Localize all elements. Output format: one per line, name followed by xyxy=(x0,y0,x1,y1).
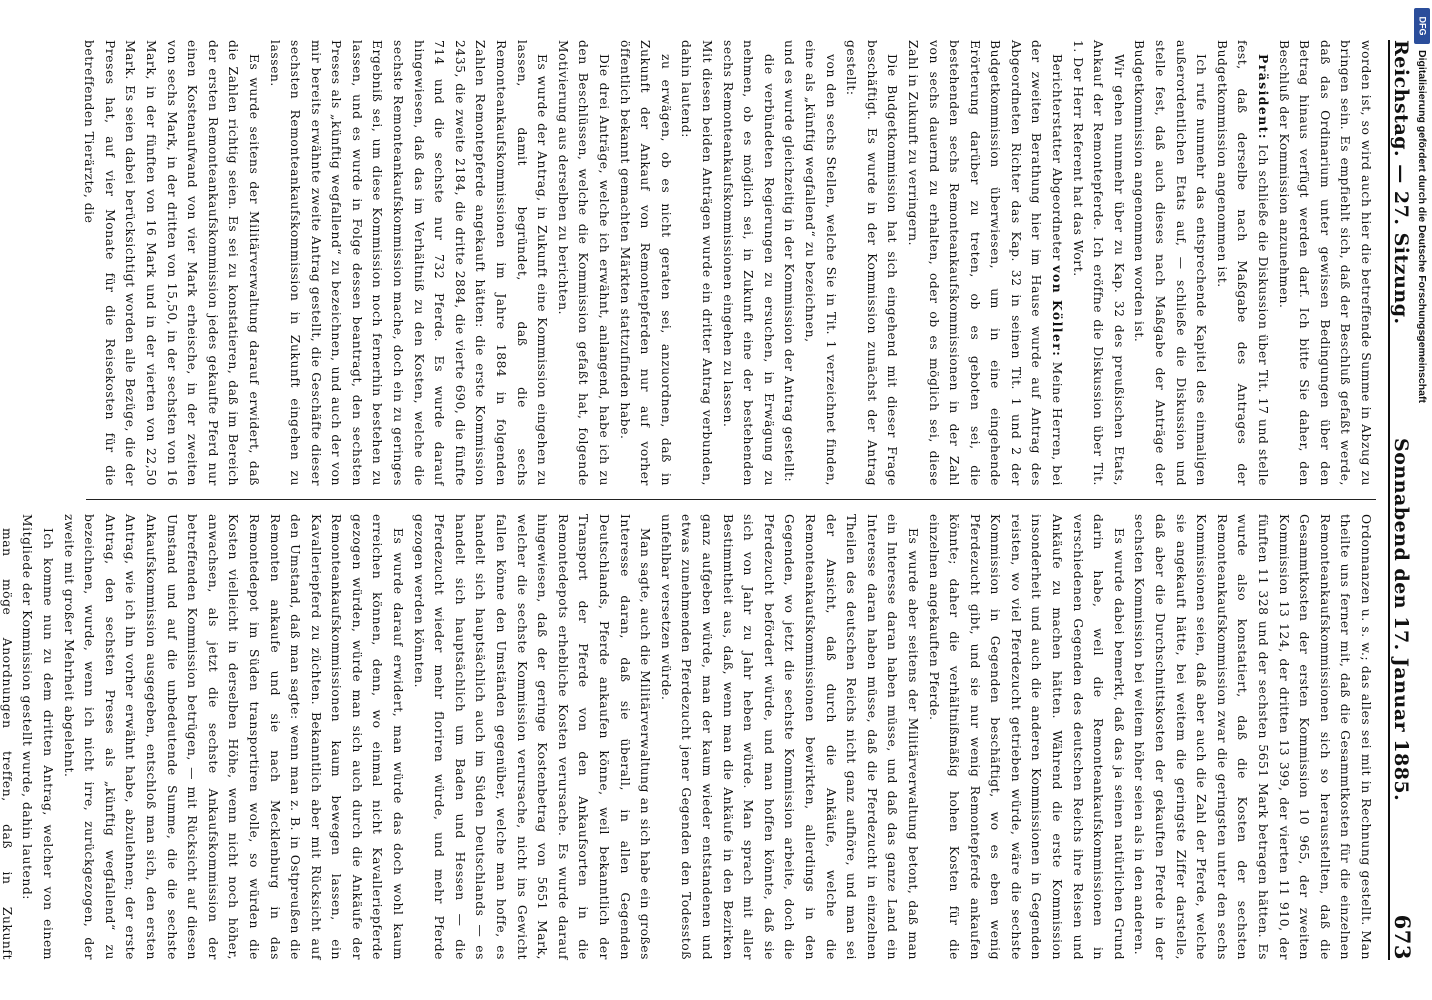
paragraph-text: worden ist, so wird auch hier die betreffende Summe in Abzug zu bringen sein. Es empfiehlt sich, daß der Beschluß gefaßt werde, daß das Ordinarium unter gewissen Bedingungen über den Betrag hinaus verfügt werden darf. Ich bitte Sie daher, den Beschluß der Kommission anzunehmen. xyxy=(1276,40,1373,486)
paragraph-text: man möge Anordnungen treffen, daß in Zukunft xyxy=(0,528,14,960)
paragraph xyxy=(79,40,264,486)
column-divider xyxy=(86,499,1376,500)
right-column xyxy=(0,514,1376,960)
speaker-name: von Köller: xyxy=(1050,265,1066,358)
paragraph-text: Es wurde dabei bemerkt, daß das ja seinen natürlichen Grund darin habe, weil die Remonteankaufskommissionen in verschiedenen Gegenden des deutschen Reichs ihre Reisen und Ankäufe zu machen hätten. Während die erste Kommission insonderheit und auch die anderen Kommissionen in Gegenden reisten, wo viel Pferdezucht getrieben würde, wäre die sechste Kommission in Gegenden beschäftigt, wo es eben wenig Pferdezucht gibt, und sie nur wenig Remontepferde ankaufen könnte; daher die verhältnißmäßig hohen Kosten für die einzelnen angekauften Pferde. xyxy=(926,514,1126,960)
paragraph xyxy=(1129,40,1211,486)
dfg-sidebar xyxy=(1412,0,1432,1000)
paragraph xyxy=(0,514,17,960)
paragraph xyxy=(717,40,779,486)
paragraph-text: von den sechs Stellen, welche Sie in Tit. 1 verzeichnet finden, eine als „künftig wegfallend“ zu bezeichnen, xyxy=(802,40,838,486)
speaker-name: Präsident: xyxy=(1256,54,1272,140)
paragraph xyxy=(1067,40,1129,486)
paragraph-text: und es wurde gleichzeitig in der Kommission der Antrag gestellt: xyxy=(782,40,797,483)
paragraph-text: Es wurde der Antrag, in Zukunft eine Kommission eingehen zu lassen, damit begründet, daß die sechs Remonteankaufskommissionen im Jahre 1884 in folgenden Zahlen Remontepferde angekauft hätten: die erste Kommission 2435, die zweite 2184, die dritte 2884, die vierte 690, die fünfte 714 und die sechste nur 732 Pferde. Es wurde darauf hingewiesen, daß das im Verhältniß zu den Kosten, welche die sechste Remonteankaufskommission mache, doch ein zu geringes Ergebniß sei, um diese Kommission noch fernerhin bestehen zu lassen, und es wurde in Folge dessen beantragt, den sechsten Preses als „künftig wegfallend“ zu bezeichnen, und auch der von mir bereits erwähnte zweite Antrag gestellt, die Geschäfte dieser sechsten Remonteankaufskommission in Zukunft eingehen zu lassen. xyxy=(267,40,550,486)
paragraph xyxy=(1211,40,1273,486)
paragraph xyxy=(1273,40,1376,486)
paragraph xyxy=(58,514,408,960)
page-number: 673 xyxy=(1390,914,1415,960)
paragraph-text: Es wurde aber seitens der Militärverwaltung betont, daß man ein Interesse daran haben müsse, und daß das ganze Land ein Interesse daran haben müsse, daß die Pferdezucht in einzelnen Theilen des deutschen Reichs nicht ganz aufhöre, und man sei der Ansicht, daß durch die Ankäufe, welche die Remonteankaufskommissionen bewirkten, allerdings in den Gegenden, wo jetzt die sechste Kommission arbeite, doch die Pferdezucht befördert würde, und man hoffen könnte, daß sie sich von Jahr zu Jahr heben würde. Man sprach mit aller Bestimmtheit aus, daß, wenn man die Ankäufe in den Bezirken ganz aufgeben würde, man der kaum wieder entstandenen und etwas zunehmenden Pferdezucht jener Gegenden den Todesstoß unfehlbar versetzen würde. xyxy=(658,514,920,960)
paragraph-text: Ich komme nun zu dem dritten Antrag, welcher von einem Mitgliede der Kommission gestellt wurde, dahin lautend: xyxy=(20,514,55,960)
paragraph-text: Wir gehen nunmehr über zu Kap. 32 des preußischen Etats, Ankauf der Remontepferde. Ich eröffne die Diskussion über Tit. 1. Der Herr Referent hat das Wort. xyxy=(1070,40,1126,486)
paragraph xyxy=(552,40,614,486)
paragraph xyxy=(902,40,1067,486)
paragraph xyxy=(841,40,903,486)
paragraph-text: zu erwägen, ob es nicht geraten sei, anzuordnen, daß in Zukunft der Ankauf von Remontepferden nur auf vorher öffentlich bekannt gemachten Märkten stattzufinden habe. xyxy=(617,40,673,486)
paragraph-text: Es wurde darauf erwidert, man würde das doch wohl kaum erreichen können, denn, wo einmal nicht Kavalleriepferde gezogen würden, würde man sich auch durch die Ankäufe der Remonteankaufskommissionen kaum bewegen lassen, ein Kavalleriepferd zu züchten. Bekanntlich aber mit Rücksicht auf den Umstand, daß man sagte: wenn man z. B. in Ostpreußen die Remonten ankaufe und sie nach Mecklenburg in das Remontedepot im Süden transportiren wolle, so würden die Kosten vielleicht in derselben Höhe, wenn nicht noch höher, anwachsen, als jetzt die sechste Ankaufskommission der betreffenden Kommission betrügen, — mit Rücksicht auf diesen Umstand und auf die unbedeutende Summe, die die sechste Ankaufskommission ausgegeben, entschloß man sich, den ersten Antrag, wie ich ihn vorher erwähnt habe, abzulehnen; der erste Antrag, den sechsten Preses als „künftig wegfallend“ zu bezeichnen, wurde, wenn ich nicht irre, zurückgezogen, der zweite mit großer Mehrheit abgelehnt. xyxy=(61,514,406,960)
paragraph xyxy=(17,514,58,960)
paragraph-text: Meine Herren, bei der zweiten Berathung hier im Hause wurde auf Antrag des Abgeordneten Richter das Kap. 32 in seinen Tit. 1 und 2 der Budgetkommission überwiesen, um in eine eingehende Erörterung darüber zu treten, ob es geboten sei, die bestehenden sechs Remonteankaufskommissionen in der Zahl von sechs dauernd zu erhalten, oder ob es möglich sei, diese Zahl in Zukunft zu verringern. xyxy=(905,40,1065,486)
left-column xyxy=(82,40,1376,486)
paragraph xyxy=(923,514,1129,960)
paragraph-text: Man sagte, auch die Militärverwaltung an sich habe ein großes Interesse daran, daß sie überall, in allen Gegenden Deutschlands, Pferde ankaufen könne, weil bekanntlich der Transport der Pferde von den Ankaufsorten in die Remontedepots erhebliche Kosten verursache. Es wurde darauf hingewiesen, daß der geringe Kostenbetrag von 5651 Mark, welcher die sechste Kommission verursache, nicht ins Gewicht fallen könne den Umständen gegenüber, welche man hoffe, es handelt sich hauptsächlich auch im Süden Deutschlands — es handelt sich hauptsächlich um Baden und Hessen — die Pferdezucht wieder mehr floriren würde, und mehr Pferde gezogen werden könnten. xyxy=(411,514,653,960)
paragraph-text: Ich schließe die Diskussion über Tit. 17 und stelle fest, daß derselbe nach Maßgabe des Antrages der Budgetkommission angenommen ist. xyxy=(1214,40,1271,486)
paragraph xyxy=(408,514,655,960)
paragraph-text: die verbündeten Regierungen zu ersuchen, in Erwägung zu nehmen, ob es möglich sei, in Zukunft eine der bestehenden sechs Remonteankaufskommissionen eingehen zu lassen. xyxy=(720,40,776,486)
paragraph-text: Ich rufe nunmehr das entsprechende Kapitel des einmaligen außerordentlichen Etats auf, — schließe die Diskussion und stelle fest, daß auch dieses nach Maßgabe der Anträge der Budgetkommission angenommen worden ist. xyxy=(1132,40,1209,486)
paragraph-text: Mit diesen beiden Anträgen wurde ein dritter Antrag verbunden, dahin lautend: xyxy=(679,40,714,486)
paragraph xyxy=(779,40,800,486)
paragraph-text: Es wurde seitens der Militärverwaltung darauf erwidert, daß die Zahlen richtig seien. Es sei zu konstatieren, daß im Bereich der ersten Remonteankaufskommission jedes gekaufte Pferd nur einen Kostenaufwand von vier Mark erheische, in der zweiten von sechs Mark, in der dritten von 15,50, in der sechsten von 16 Mark, in der fünften von 16 Mark und in der vierten von 22,50 Mark. Es seien dabei berücksichtigt worden alle Bezüge, die der Preses hat, auf vier Monate für die Reisekosten für die betreffenden Tierärzte, die xyxy=(82,40,261,486)
paragraph xyxy=(1129,514,1376,960)
header-center: Sonnabend den 17. Januar 1885. xyxy=(1390,438,1412,802)
dfg-credit: Digitalisierung gefördert durch die Deutsche Forschungsgemeinschaft xyxy=(1416,50,1428,403)
paragraph xyxy=(614,40,676,486)
paragraph-text: Die drei Anträge, welche ich erwähnt, anlangend, habe ich zu den Beschlüssen, welche die Kommission gefaßt hat, folgende Motivierung aus derselben zu berichten. xyxy=(555,40,612,486)
speaker-intro: Berichterstatter Abgeordneter xyxy=(1050,54,1065,266)
paragraph xyxy=(799,40,840,486)
dfg-logo: DFG xyxy=(1414,8,1430,44)
paragraph xyxy=(264,40,552,486)
paragraph xyxy=(676,40,717,486)
header-left: Reichstag. — 27. Sitzung. xyxy=(1390,40,1412,325)
paragraph xyxy=(655,514,923,960)
text-columns xyxy=(0,40,1376,960)
paragraph-text: Die Budgetkommission hat sich eingehend mit dieser Frage beschäftigt. Es wurde in der Kommission zunächst der Antrag gestellt: xyxy=(844,40,900,486)
paragraph-text: Ordonnanzen u. s. w.; das alles sei mit in Rechnung gestellt. Man theilte uns ferner mit, daß die Gesammtkosten für die einzelnen Remonteankaufskommissionen sich so herausstellten, daß die Gesammtkosten der ersten Kommission 10 965, der zweiten Kommission 13 124, der dritten 13 399, der vierten 11 910, der fünften 11 328 und der sechsten 5651 Mark betragen hätten. Es wurde also konstatiert, daß die Kosten der sechsten Remonteankaufskommission zwar die geringsten unter den sechs Kommissionen seien, daß aber auch die Zahl der Pferde, welche sie angekauft hätte, bei weitem die geringste Ziffer darstelle, daß aber die Durchschnittskosten der gekauften Pferde in der sechsten Kommission bei weitem höher seien als in den anderen. xyxy=(1132,514,1373,960)
